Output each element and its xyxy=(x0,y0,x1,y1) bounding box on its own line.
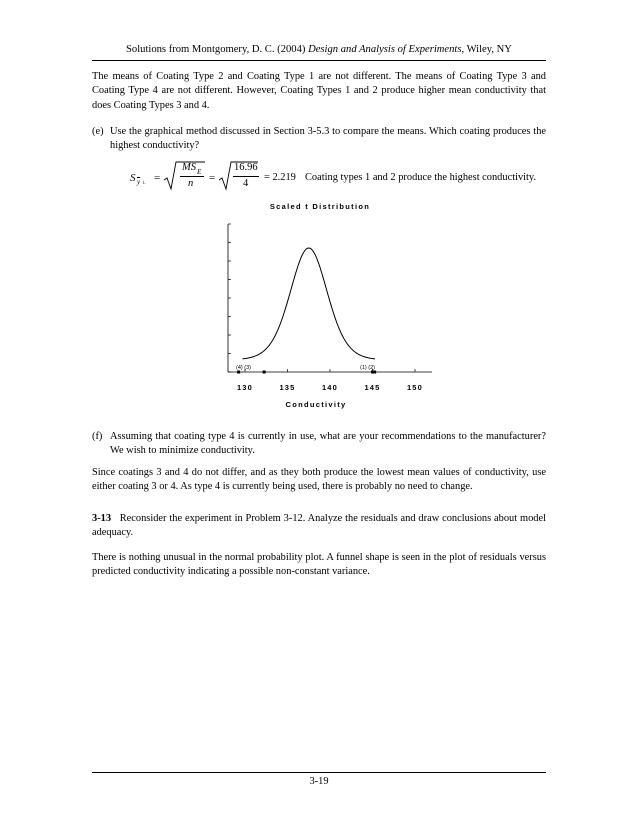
part-f-question: Assuming that coating type 4 is currently in use, what are your recommendations to the manufacturer? We wish to minimize conductivity. xyxy=(110,431,546,457)
problem-number: 3-13 xyxy=(92,513,112,524)
page-number: 3-19 xyxy=(309,776,329,787)
formula-result: = 2.219 xyxy=(264,172,296,183)
chart-x-tick-labels xyxy=(237,383,423,392)
x-tick-label: 150 xyxy=(406,383,424,392)
formula-num1: MS xyxy=(182,162,196,173)
scaled-t-distribution-chart xyxy=(200,196,440,416)
formula xyxy=(130,158,550,194)
formula-lhs: S xyxy=(130,172,136,184)
fraction-bar-2 xyxy=(233,176,259,177)
fraction-bar-1 xyxy=(180,176,204,177)
x-tick-label: 130 xyxy=(236,383,254,392)
header-book-title: Design and Analysis of Experiments xyxy=(308,44,462,55)
page-header xyxy=(0,44,638,55)
mean-label-left: (4) (3) xyxy=(236,365,251,371)
mean-marker xyxy=(263,371,266,374)
part-e-question: Use the graphical method discussed in Section 3-5.3 to compare the means. Which coating produces the highest conductivity? xyxy=(110,126,546,152)
formula-lhs-subsub: i. xyxy=(143,181,146,186)
formula-den2: 4 xyxy=(243,178,249,189)
means-paragraph: The means of Coating Type 2 and Coating Type 1 are not different. The means of Coating Type 3 and Coating Type 4 are not different. However, Coating Types 1 and 2 produce higher mean conductivity that does Coating Types 3 and 4. xyxy=(92,71,546,111)
header-text-before: Solutions from Montgomery, D. C. (2004) xyxy=(126,44,309,55)
formula-comment: Coating types 1 and 2 produce the highest conductivity. xyxy=(305,172,537,183)
problem-3-13-answer: There is nothing unusual in the normal probability plot. A funnel shape is seen in the plot of residuals versus predicted conductivity indicating a possible non-constant variance. xyxy=(92,552,546,578)
formula-num1-sub: E xyxy=(197,168,202,176)
footer-rule xyxy=(92,772,546,773)
chart-axes xyxy=(228,224,432,372)
header-text-after: , Wiley, NY xyxy=(461,44,512,55)
part-f-answer: Since coatings 3 and 4 do not differ, and as they both produce the lowest mean values of conductivity, use either coating 3 or 4. As type 4 is currently being used, there is probably no need to change. xyxy=(92,467,546,493)
x-tick-label: 140 xyxy=(321,383,339,392)
formula-equals-1: = xyxy=(154,172,161,184)
part-f-label: (f) xyxy=(92,431,103,442)
chart-x-label: Conductivity xyxy=(285,400,347,409)
x-tick-label: 135 xyxy=(279,383,296,392)
formula-den1: n xyxy=(188,178,194,189)
formula-lhs-sub: $\overline{y}$ xyxy=(137,178,141,186)
problem-3-13 xyxy=(92,512,546,541)
part-e-label: (e) xyxy=(92,126,104,137)
problem-text: Reconsider the experiment in Problem 3-12. Analyze the residuals and draw conclusions about model adequacy. xyxy=(92,513,546,539)
chart-curve-layer xyxy=(242,248,375,359)
formula-equals-2: = xyxy=(209,172,216,184)
header-rule xyxy=(92,60,546,61)
scaled-t-curve xyxy=(242,248,375,359)
x-tick-label: 145 xyxy=(364,383,381,392)
mean-label-right: (1) (2) xyxy=(360,365,375,371)
formula-num2: 16.96 xyxy=(234,162,258,173)
chart-title: Scaled t Distribution xyxy=(269,202,371,211)
